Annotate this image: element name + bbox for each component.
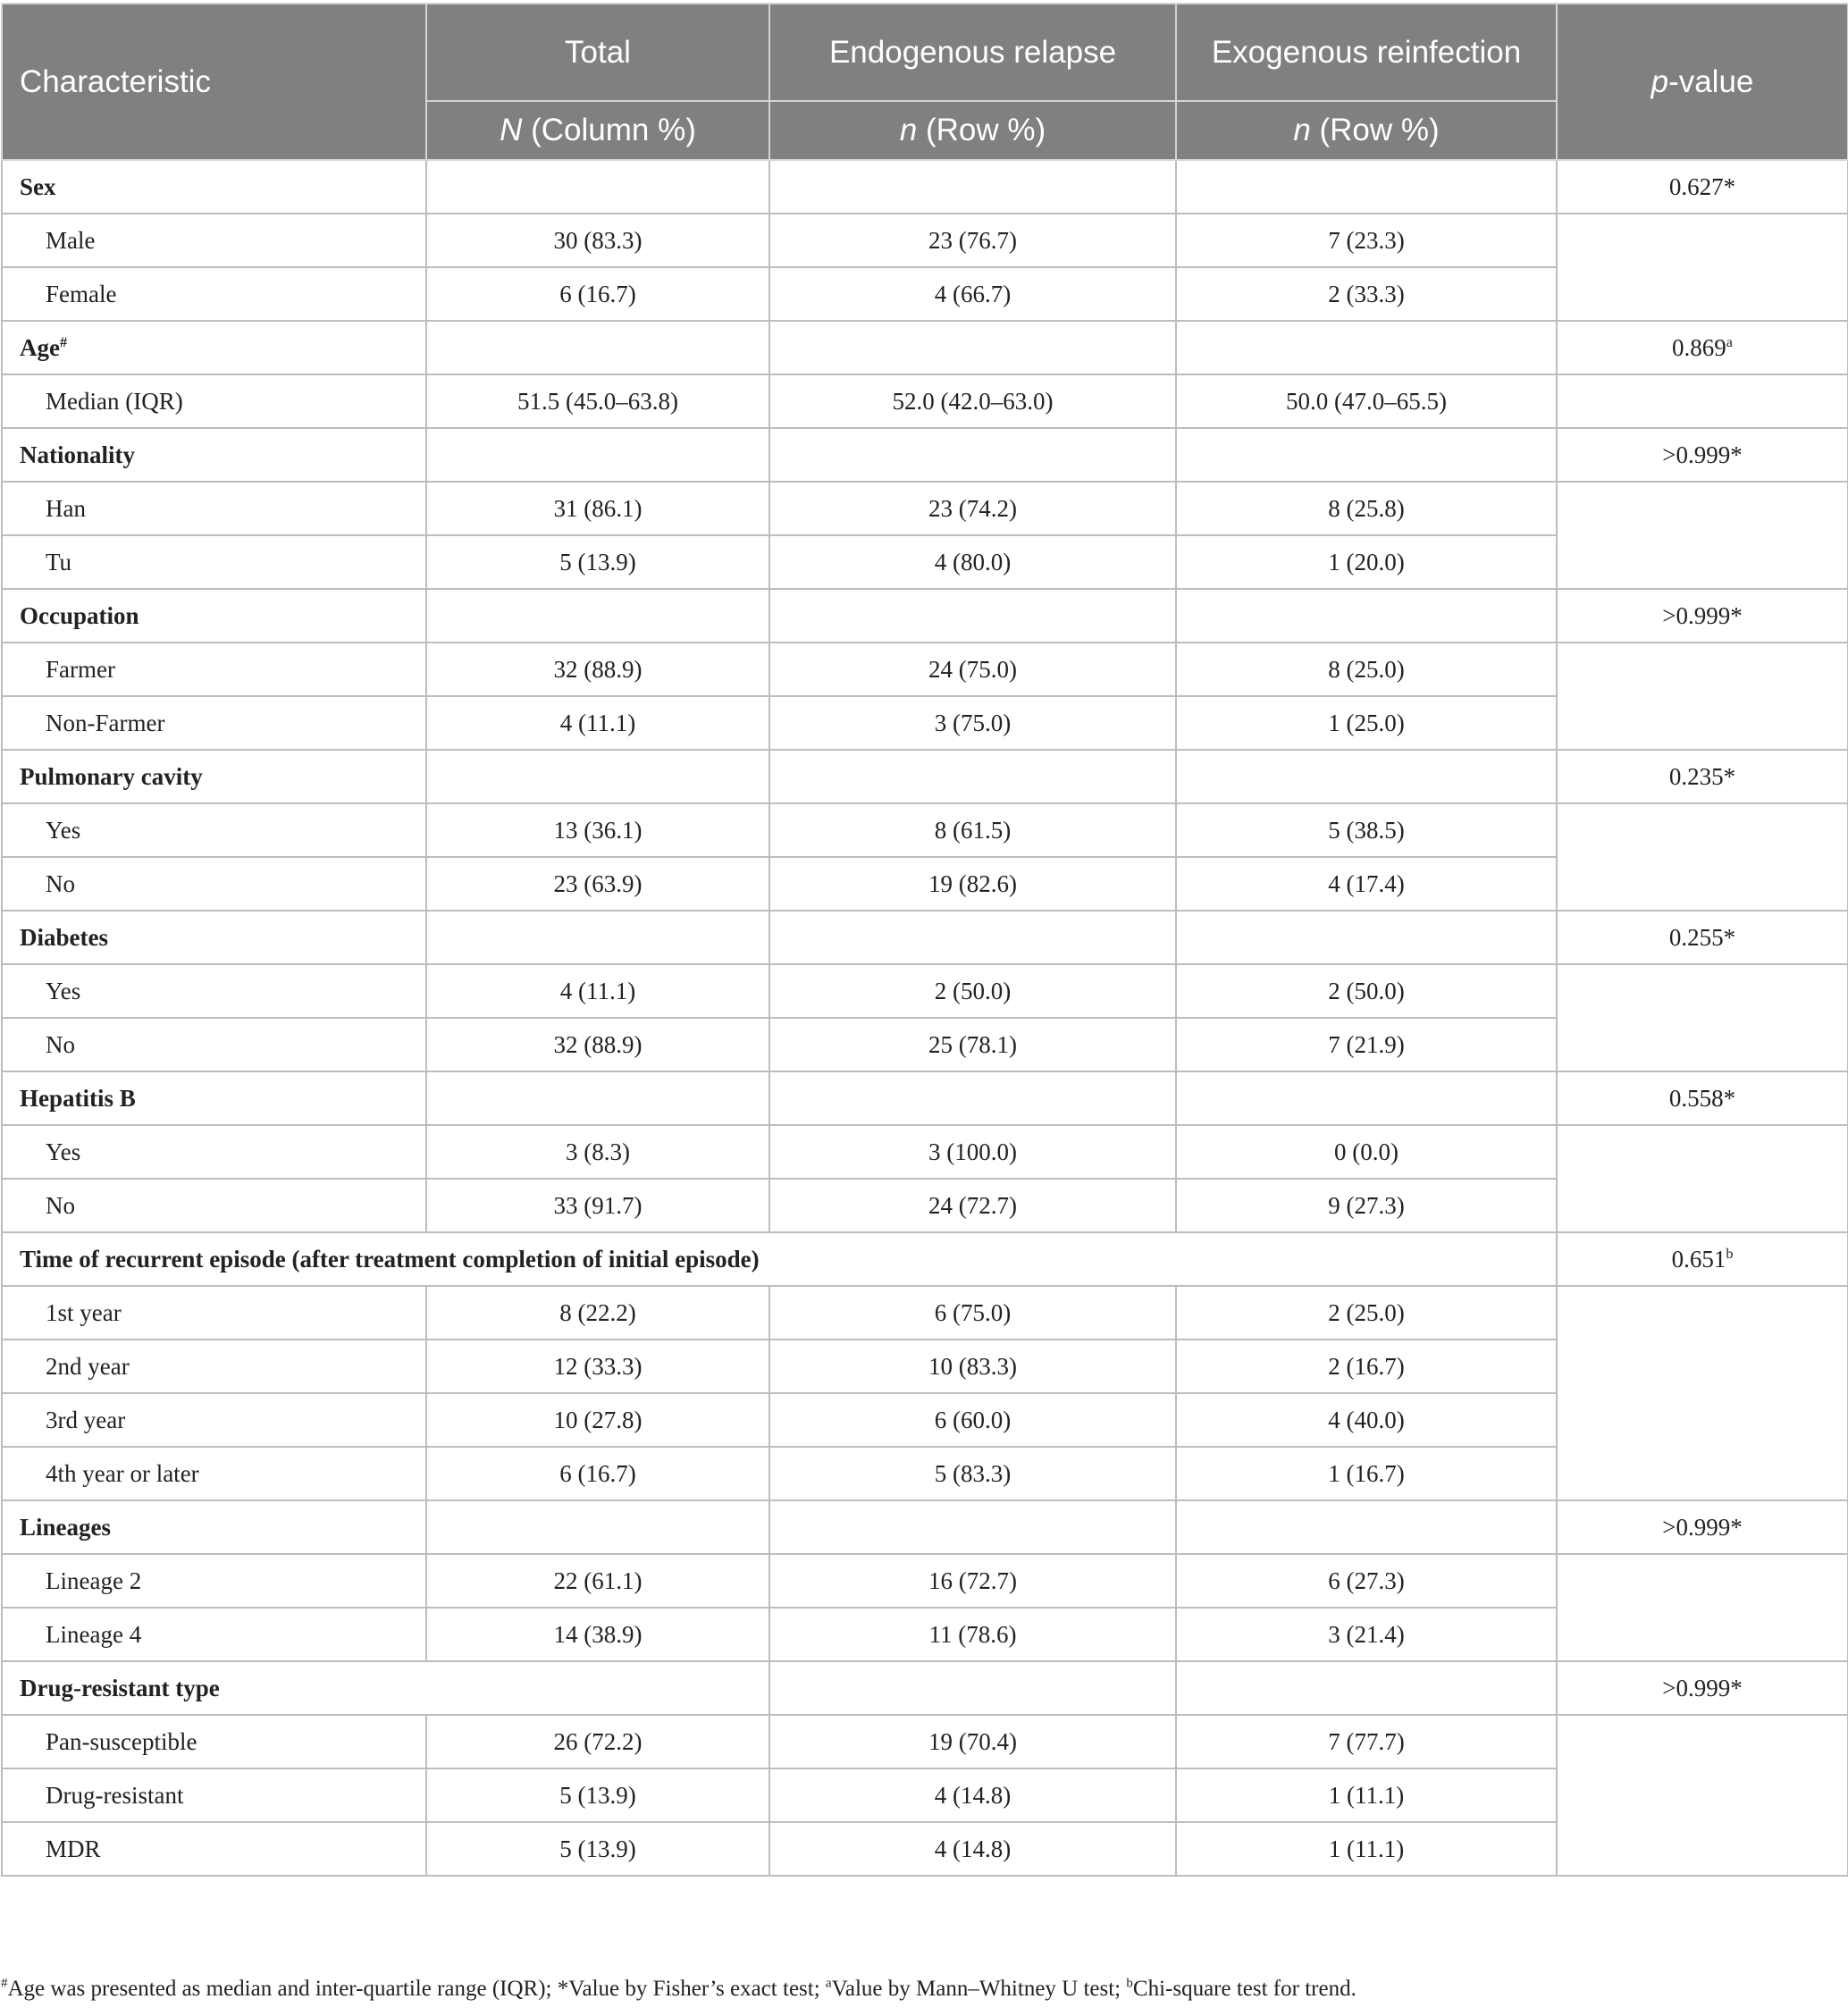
- p-value: 0.235*: [1557, 750, 1848, 803]
- endogenous-value: 4 (66.7): [769, 267, 1176, 321]
- exogenous-value: 4 (40.0): [1176, 1393, 1557, 1447]
- row-label: Yes: [2, 1125, 426, 1179]
- total-value: 22 (61.1): [426, 1554, 769, 1608]
- exogenous-value: 8 (25.8): [1176, 482, 1557, 535]
- section-name: Hepatitis B: [2, 1071, 426, 1125]
- exogenous-value: 9 (27.3): [1176, 1179, 1557, 1232]
- exogenous-value: 7 (23.3): [1176, 214, 1557, 267]
- total-value: 23 (63.9): [426, 857, 769, 911]
- p-value: >0.999*: [1557, 1500, 1848, 1554]
- total-value: 26 (72.2): [426, 1715, 769, 1768]
- table-footnote: #Age was presented as median and inter-quartile range (IQR); *Value by Fisher’s exact test; $^a$Value by Mann–Whitney U test; $^b$Chi-square test for trend.: [1, 1976, 1357, 2001]
- p-value: 0.869$^a$: [1557, 321, 1848, 374]
- total-value: 12 (33.3): [426, 1340, 769, 1393]
- section-name: Pulmonary cavity: [2, 750, 426, 803]
- total-value: 14 (38.9): [426, 1608, 769, 1661]
- section-name: Age#: [2, 321, 426, 374]
- total-value: 4 (11.1): [426, 964, 769, 1018]
- empty-cell: [426, 160, 769, 214]
- header-p-value: p-value: [1557, 4, 1848, 160]
- p-value: >0.999*: [1557, 1661, 1848, 1715]
- p-value-spacer: [1557, 1125, 1848, 1232]
- table-header: [2, 4, 1848, 160]
- row-label: Pan-susceptible: [2, 1715, 426, 1768]
- header-exogenous: Exogenous reinfection: [1176, 4, 1557, 101]
- p-value-spacer: [1557, 803, 1848, 911]
- section-name: Diabetes: [2, 911, 426, 964]
- endogenous-value: 16 (72.7): [769, 1554, 1176, 1608]
- total-value: 32 (88.9): [426, 1018, 769, 1071]
- row-label: Yes: [2, 803, 426, 857]
- empty-cell: [426, 1500, 769, 1554]
- endogenous-value: 8 (61.5): [769, 803, 1176, 857]
- section-header-row: [2, 1071, 1848, 1125]
- exogenous-value: 3 (21.4): [1176, 1608, 1557, 1661]
- empty-cell: [426, 321, 769, 374]
- empty-cell: [1176, 1500, 1557, 1554]
- table-row: [2, 214, 1848, 267]
- section-header-row: [2, 160, 1848, 214]
- total-value: 5 (13.9): [426, 1768, 769, 1822]
- table-row: [2, 964, 1848, 1018]
- section-header-row: [2, 911, 1848, 964]
- section-header-row: [2, 321, 1848, 374]
- table-row: [2, 1286, 1848, 1340]
- p-value: 0.255*: [1557, 911, 1848, 964]
- empty-cell: [769, 1500, 1176, 1554]
- row-label: Han: [2, 482, 426, 535]
- header-characteristic: Characteristic: [2, 4, 426, 160]
- empty-cell: [426, 428, 769, 482]
- p-value: >0.999*: [1557, 589, 1848, 643]
- exogenous-value: 1 (20.0): [1176, 535, 1557, 589]
- endogenous-value: 6 (75.0): [769, 1286, 1176, 1340]
- empty-cell: [426, 1071, 769, 1125]
- row-label: 1st year: [2, 1286, 426, 1340]
- p-value: 0.627*: [1557, 160, 1848, 214]
- empty-cell: [1176, 160, 1557, 214]
- row-label: 2nd year: [2, 1340, 426, 1393]
- total-value: 6 (16.7): [426, 267, 769, 321]
- empty-cell: [1176, 1661, 1557, 1715]
- empty-cell: [1176, 428, 1557, 482]
- p-value-spacer: [1557, 1554, 1848, 1661]
- row-label: Farmer: [2, 643, 426, 696]
- row-label: No: [2, 1179, 426, 1232]
- row-label: 3rd year: [2, 1393, 426, 1447]
- empty-cell: [769, 160, 1176, 214]
- section-name: Lineages: [2, 1500, 426, 1554]
- endogenous-value: 10 (83.3): [769, 1340, 1176, 1393]
- total-value: 31 (86.1): [426, 482, 769, 535]
- row-label: No: [2, 1018, 426, 1071]
- total-value: 10 (27.8): [426, 1393, 769, 1447]
- endogenous-value: 19 (70.4): [769, 1715, 1176, 1768]
- section-header-row: [2, 750, 1848, 803]
- exogenous-value: 2 (25.0): [1176, 1286, 1557, 1340]
- table-row: [2, 803, 1848, 857]
- empty-cell: [1176, 321, 1557, 374]
- p-value-spacer: [1557, 1715, 1848, 1876]
- exogenous-value: 8 (25.0): [1176, 643, 1557, 696]
- exogenous-value: 1 (16.7): [1176, 1447, 1557, 1500]
- endogenous-value: 3 (75.0): [769, 696, 1176, 750]
- header-exogenous-sub: n (Row %): [1176, 101, 1557, 160]
- p-value-spacer: [1557, 374, 1848, 428]
- section-header-row: [2, 1500, 1848, 1554]
- section-header-row: [2, 428, 1848, 482]
- p-value-spacer: [1557, 1286, 1848, 1500]
- row-label: Tu: [2, 535, 426, 589]
- table-body: [2, 160, 1848, 1876]
- row-label: MDR: [2, 1822, 426, 1876]
- exogenous-value: 50.0 (47.0–65.5): [1176, 374, 1557, 428]
- endogenous-value: 23 (76.7): [769, 214, 1176, 267]
- total-value: 4 (11.1): [426, 696, 769, 750]
- total-value: 6 (16.7): [426, 1447, 769, 1500]
- exogenous-value: 7 (21.9): [1176, 1018, 1557, 1071]
- endogenous-value: 5 (83.3): [769, 1447, 1176, 1500]
- table-row: [2, 374, 1848, 428]
- empty-cell: [769, 1661, 1176, 1715]
- empty-cell: [769, 750, 1176, 803]
- exogenous-value: 7 (77.7): [1176, 1715, 1557, 1768]
- row-label: 4th year or later: [2, 1447, 426, 1500]
- endogenous-value: 19 (82.6): [769, 857, 1176, 911]
- empty-cell: [1176, 750, 1557, 803]
- header-endogenous: Endogenous relapse: [769, 4, 1176, 101]
- empty-cell: [426, 911, 769, 964]
- exogenous-value: 2 (16.7): [1176, 1340, 1557, 1393]
- exogenous-value: 5 (38.5): [1176, 803, 1557, 857]
- row-label: Lineage 2: [2, 1554, 426, 1608]
- p-value-spacer: [1557, 214, 1848, 321]
- section-name: Drug-resistant type: [2, 1661, 769, 1715]
- empty-cell: [769, 911, 1176, 964]
- exogenous-value: 1 (11.1): [1176, 1768, 1557, 1822]
- section-header-row: [2, 1661, 1848, 1715]
- table-row: [2, 1554, 1848, 1608]
- total-value: 5 (13.9): [426, 1822, 769, 1876]
- section-name: Time of recurrent episode (after treatment completion of initial episode): [2, 1232, 1557, 1286]
- empty-cell: [426, 750, 769, 803]
- p-value: 0.558*: [1557, 1071, 1848, 1125]
- header-endogenous-sub: n (Row %): [769, 101, 1176, 160]
- row-label: Median (IQR): [2, 374, 426, 428]
- endogenous-value: 4 (14.8): [769, 1822, 1176, 1876]
- section-name: Occupation: [2, 589, 426, 643]
- endogenous-value: 11 (78.6): [769, 1608, 1176, 1661]
- total-value: 30 (83.3): [426, 214, 769, 267]
- endogenous-value: 4 (14.8): [769, 1768, 1176, 1822]
- p-value-spacer: [1557, 643, 1848, 750]
- empty-cell: [1176, 911, 1557, 964]
- total-value: 51.5 (45.0–63.8): [426, 374, 769, 428]
- endogenous-value: 2 (50.0): [769, 964, 1176, 1018]
- row-label: Lineage 4: [2, 1608, 426, 1661]
- total-value: 5 (13.9): [426, 535, 769, 589]
- section-name: Sex: [2, 160, 426, 214]
- empty-cell: [1176, 1071, 1557, 1125]
- p-value: >0.999*: [1557, 428, 1848, 482]
- empty-cell: [1176, 589, 1557, 643]
- endogenous-value: 23 (74.2): [769, 482, 1176, 535]
- total-value: 13 (36.1): [426, 803, 769, 857]
- p-value-spacer: [1557, 482, 1848, 589]
- p-value-spacer: [1557, 964, 1848, 1071]
- endogenous-value: 6 (60.0): [769, 1393, 1176, 1447]
- row-label: Drug-resistant: [2, 1768, 426, 1822]
- exogenous-value: 6 (27.3): [1176, 1554, 1557, 1608]
- section-header-row: [2, 1232, 1848, 1286]
- row-label: Non-Farmer: [2, 696, 426, 750]
- table-row: [2, 643, 1848, 696]
- table-row: [2, 1125, 1848, 1179]
- empty-cell: [769, 589, 1176, 643]
- section-header-row: [2, 589, 1848, 643]
- exogenous-value: 0 (0.0): [1176, 1125, 1557, 1179]
- endogenous-value: 25 (78.1): [769, 1018, 1176, 1071]
- header-total-sub: N (Column %): [426, 101, 769, 160]
- p-value: 0.651$^b$: [1557, 1232, 1848, 1286]
- exogenous-value: 2 (50.0): [1176, 964, 1557, 1018]
- exogenous-value: 1 (25.0): [1176, 696, 1557, 750]
- header-total: Total: [426, 4, 769, 101]
- endogenous-value: 52.0 (42.0–63.0): [769, 374, 1176, 428]
- exogenous-value: 1 (11.1): [1176, 1822, 1557, 1876]
- endogenous-value: 24 (75.0): [769, 643, 1176, 696]
- row-label: Yes: [2, 964, 426, 1018]
- total-value: 8 (22.2): [426, 1286, 769, 1340]
- empty-cell: [769, 1071, 1176, 1125]
- endogenous-value: 24 (72.7): [769, 1179, 1176, 1232]
- exogenous-value: 2 (33.3): [1176, 267, 1557, 321]
- row-label: No: [2, 857, 426, 911]
- characteristics-table: [1, 3, 1848, 1877]
- row-label: Male: [2, 214, 426, 267]
- endogenous-value: 3 (100.0): [769, 1125, 1176, 1179]
- total-value: 3 (8.3): [426, 1125, 769, 1179]
- row-label: Female: [2, 267, 426, 321]
- section-name: Nationality: [2, 428, 426, 482]
- empty-cell: [426, 589, 769, 643]
- empty-cell: [769, 428, 1176, 482]
- endogenous-value: 4 (80.0): [769, 535, 1176, 589]
- total-value: 33 (91.7): [426, 1179, 769, 1232]
- table-row: [2, 482, 1848, 535]
- empty-cell: [769, 321, 1176, 374]
- table-row: [2, 1715, 1848, 1768]
- total-value: 32 (88.9): [426, 643, 769, 696]
- exogenous-value: 4 (17.4): [1176, 857, 1557, 911]
